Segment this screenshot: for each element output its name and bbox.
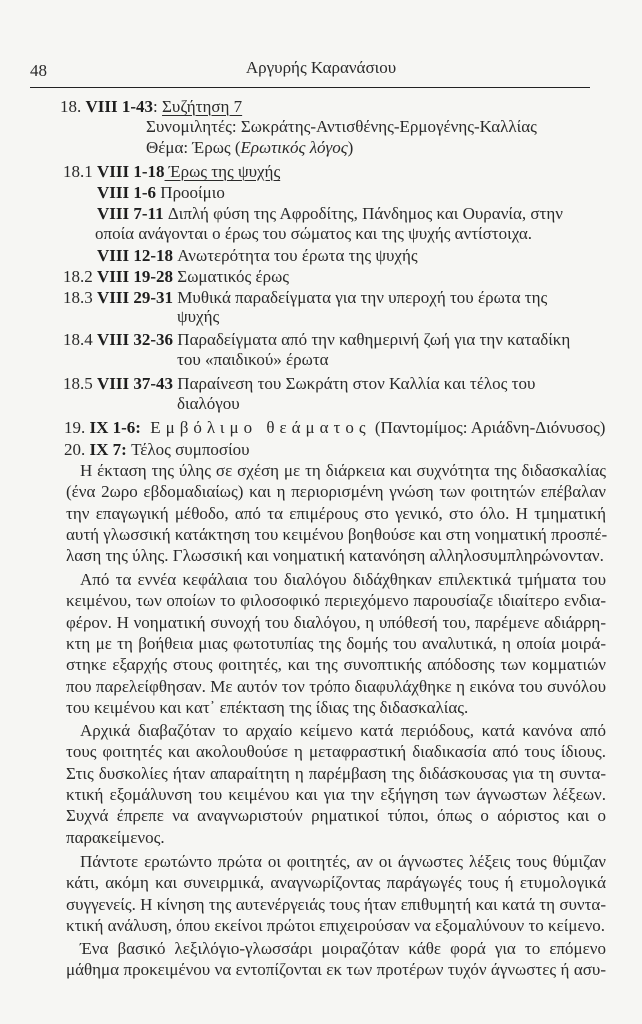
paragraph-line: Από τα εννέα κεφάλαια του διαλόγου διδάχθηκαν επιλεκτικά τμήματα του [80, 570, 606, 589]
passage-ref: IX 1-6: [89, 418, 141, 437]
paragraph-line: τους φοιτητές και ακολουθούσε η μεταφραστική διαδικασία από τους ίδιους. [66, 742, 606, 762]
section-text: Παραίνεση του Σωκράτη στον Καλλία και τέλος του [173, 374, 536, 393]
section-text: Σωματικός έρως [173, 267, 290, 286]
outline-line [97, 182, 225, 204]
section-text: Προοίμιο [156, 183, 225, 202]
theme-label: Θέμα: Έρως ( [146, 138, 241, 157]
paragraph-line: Πάντοτε ερωτώντο πρώτα οι φοιτητές, αν οι άγνωστες λέξεις τους θύμιζαν [80, 852, 606, 871]
item-number: 18.3 [63, 288, 97, 307]
section-text: Παραδείγματα από την καθημερινή ζωή για την καταδίκη [173, 330, 571, 349]
section-text: Διπλή φύση της Αφροδίτης, Πάνδημος και Ουρανία, στην [163, 204, 563, 223]
passage-ref: VIII 1-6 [97, 183, 157, 202]
outline-line [63, 287, 547, 309]
section-text: (Παντομίμος: Αριάδνη-Διόνυσος) [370, 418, 606, 437]
outline-line [64, 417, 605, 439]
paragraph-line: μάθημα προκειμένου να εντοπίζονται εκ των προτέρων τυχόν άγνωστες ή ασυ- [66, 960, 606, 980]
section-text: Ανωτερότητα του έρωτα της ψυχής [173, 246, 418, 265]
paragraph-line: λαση της ύλης. Γλωσσική και νοηματική κατανόηση αλληλοσυμπληρώνονταν. [66, 546, 604, 566]
passage-ref: VIII 1-43 [85, 97, 154, 116]
passage-ref: IX 7: [89, 440, 127, 459]
section-text: Τέλος συμποσίου [126, 440, 250, 459]
paragraph-line: την επαγωγική μέθοδο, από τα επιμέρους στο γενικό, στο όλο. Η τμηματική [66, 503, 606, 523]
outline-line: Συνομιλητές: Σωκράτης-Αντισθένης-Ερμογένης-Καλλίας [146, 117, 537, 136]
item-number: 18.2 [63, 267, 97, 286]
outline-line: οποία ανάγονται ο έρως του σώματος και της ψυχής αντίστοιχα. [95, 224, 533, 243]
outline-line [63, 161, 280, 183]
section-title: Έρως της ψυχής [164, 162, 281, 181]
item-number: 18.5 [63, 374, 97, 393]
paragraph-line: Αρχικά διαβαζόταν το αρχαίο κείμενο κατά περιόδους, κατά κανόνα από [80, 721, 606, 740]
outline-line [146, 137, 353, 159]
paragraph-line: που παρελείφθησαν. Με αυτόν τον τρόπο διαφυλάχθηκε η εικόνα του συνόλου [66, 676, 606, 696]
section-text: Μυθικά παραδείγματα για την υπεροχή του έρωτα της [173, 288, 548, 307]
outline-line [97, 203, 563, 225]
spaced-title: Εμβόλιμο θεάματος [140, 418, 371, 437]
outline-line [63, 329, 570, 351]
item-number: 18. [60, 97, 82, 116]
passage-ref: VIII 19-28 [97, 267, 174, 286]
paragraph-line: στηκε εξαρχής στους φοιτητές, και της συνοπτικής απόδοσης των κομματιών [66, 655, 606, 675]
header-rule [30, 87, 590, 88]
paragraph-line: του κειμένου και κατ᾽ επέκταση της ίδιας της διδασκαλίας. [66, 697, 469, 717]
outline-line: του «παιδικού» έρωτα [177, 350, 329, 369]
passage-ref: VIII 7-11 [97, 204, 164, 223]
paragraph-line: παρακείμενος. [66, 827, 165, 847]
passage-ref: VIII 1-18 [97, 162, 165, 181]
item-number: 19. [64, 418, 90, 437]
paragraph-line: αυτή γλωσσική κατάκτηση του κειμένου βοηθούσε και στη νοηματική προσπέ- [66, 524, 608, 544]
separator: : [153, 97, 163, 116]
item-number: 20. [64, 440, 90, 459]
outline-line [97, 245, 418, 267]
paragraph-line: κτική εξομάλυνση του κειμένου και για την εξήγηση των άγνωστων λέξεων. [66, 784, 606, 804]
running-title: Αργυρής Καρανάσιου [245, 58, 397, 77]
passage-ref: VIII 32-36 [97, 330, 174, 349]
closing-paren: ) [347, 138, 354, 157]
outline-line [64, 439, 250, 461]
paragraph-line: Ένα βασικό λεξιλόγιο-γλωσσάρι μοιραζόταν κάθε φορά για το επόμενο [80, 939, 606, 958]
passage-ref: VIII 29-31 [97, 288, 174, 307]
paragraph-line: συγγενείς. Η κίνηση της αυτενέργειάς τους ήταν επιθυμητή και κατά τη συντα- [66, 894, 606, 914]
passage-ref: VIII 37-43 [97, 374, 174, 393]
paragraph-line: Στις δυσκολίες ήταν απαραίτητη η παρέμβαση της διδάσκουσας για τη συντα- [66, 763, 606, 783]
paragraph-line: Συχνά έπρεπε να αναγνωριστούν ρηματικοί τύποι, όπως ο αόριστος και ο [66, 806, 606, 826]
paragraph-line: κτική ανάλυση, όπου εκείνοι πρώτοι επιχειρούσαν να εξομαλύνουν το κείμενο. [66, 915, 606, 935]
outline-line [63, 373, 535, 395]
outline-line [60, 96, 242, 118]
paragraph-line: Η έκταση της ύλης σε σχέση με τη διάρκεια και συχνότητα της διδασκαλίας [80, 461, 606, 480]
theme-italic: Ερωτικός λόγος [240, 138, 348, 157]
outline-line: ψυχής [177, 307, 220, 326]
paragraph-line: κτη με τη βοήθεια μιας φωτοτυπίας της δομής του αναλυτικά, η οποία μοιρά- [66, 633, 606, 653]
outline-line [63, 266, 289, 288]
item-number: 18.4 [63, 330, 97, 349]
paragraph-line: κάτι, ακόμη και συνειρμικά, αναγνωρίζοντας παράγωγές τους ή ετυμολογικά [66, 873, 606, 893]
section-title: Συζήτηση 7 [162, 97, 243, 116]
passage-ref: VIII 12-18 [97, 246, 174, 265]
item-number: 18.1 [63, 162, 97, 181]
paragraph-line: (ένα 2ωρο εβδομαδιαίως) και η περιορισμένη γνώση των φοιτητών επέβαλαν [66, 482, 606, 502]
page-number: 48 [30, 61, 47, 80]
outline-line: διαλόγου [177, 394, 240, 413]
paragraph-line: κειμένου, των οποίων το φιλοσοφικό περιεχόμενο παρουσίαζε ιδιαίτερο ενδια- [66, 591, 606, 611]
paragraph-line: φέρον. Η νοηματική συνοχή του διαλόγου, η υπόθεσή του, παρέμενε αδιάρρη- [66, 612, 606, 632]
